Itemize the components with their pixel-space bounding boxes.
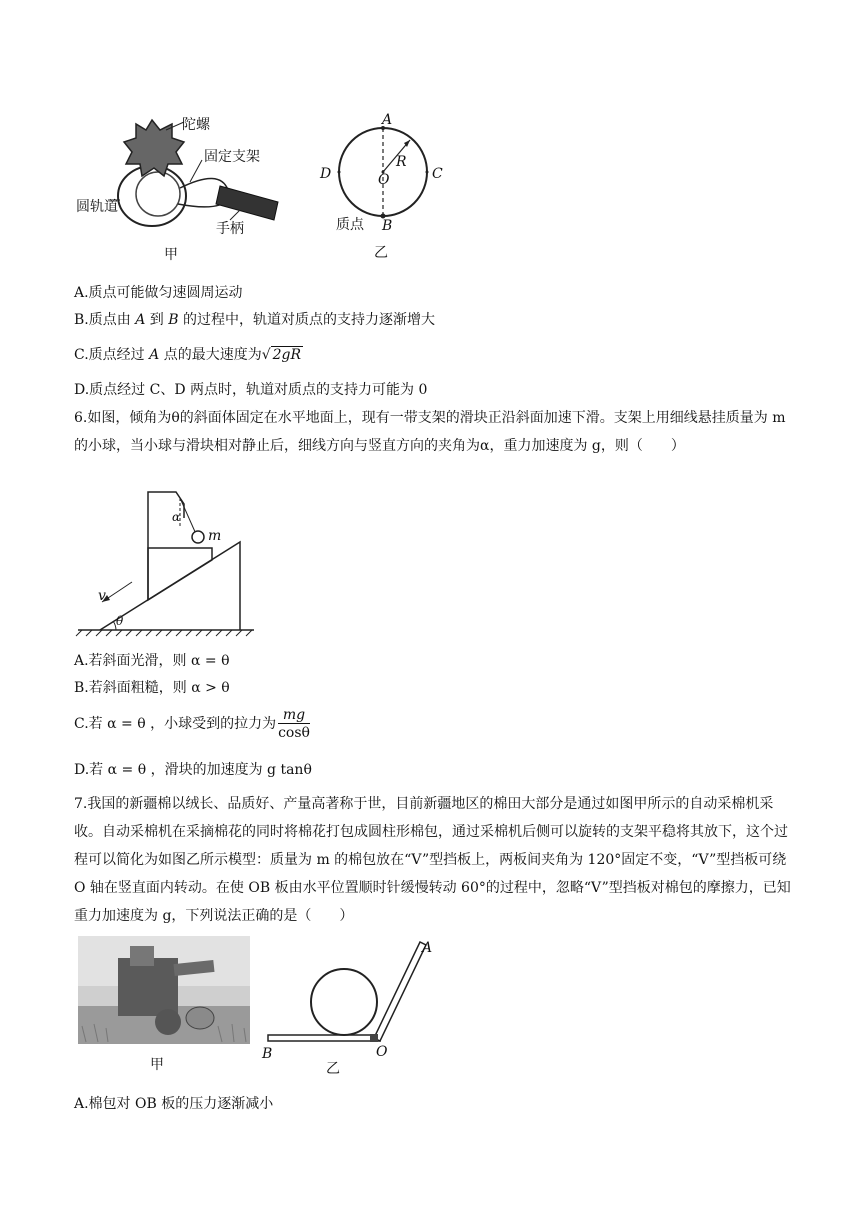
q5-option-b: B.质点由 A 到 B 的过程中，轨道对质点的支持力逐渐增大 [74, 312, 435, 328]
caption-jia-top: 甲 [164, 247, 178, 263]
label-point-B-top: B [382, 218, 393, 234]
q5-option-d: D.质点经过 C、D 两点时，轨道对质点的支持力可能为 0 [74, 382, 428, 398]
label-particle: 质点 [336, 217, 364, 233]
q6-option-d: D.若 α = θ ，滑块的加速度为 g tanθ [74, 762, 312, 778]
label-plate-B: B [262, 1046, 273, 1062]
label-plate-A: A [422, 940, 433, 956]
label-axis-O: O [376, 1044, 388, 1060]
caption-yi-top: 乙 [374, 245, 388, 261]
label-track: 圆轨道 [76, 199, 118, 215]
q7-option-a: A.棉包对 OB 板的压力逐渐减小 [74, 1096, 274, 1112]
caption-yi-q7: 乙 [326, 1061, 340, 1077]
q5-option-a: A.质点可能做匀速圆周运动 [74, 285, 243, 301]
label-theta: θ [116, 614, 124, 628]
q7-stem: 7.我国的新疆棉以绒长、品质好、产量高著称于世，目前新疆地区的棉田大部分是通过如图甲所示的自动采棉机采收。自动采棉机在采摘棉花的同时将棉花打包成圆柱形棉包，通过采棉机后侧可以旋转的支架平稳将其放下，这个过程可以简化为如图乙所示模型：质量为 m 的棉包放在“V”型挡板上，两板间夹角为 120°固定不变，“V”型挡板可绕 O 轴在竖直面内转动。在使 OB 板由水平位置顺时针缓慢转动 60°的过程中，忽略“V”型挡板对棉包的摩擦力，已知重力加速度为 g，下列说法正确的是（ ） [74, 796, 791, 924]
label-handle: 手柄 [216, 221, 244, 237]
q6-option-c: C.若 α = θ ，小球受到的拉力为 $\frac{mg}{\cos\theta}$ [74, 706, 310, 741]
q6-option-a: A.若斜面光滑，则 α = θ [74, 653, 230, 669]
q6-stem: 6.如图，倾角为θ的斜面体固定在水平地面上，现有一带支架的滑块正沿斜面加速下滑。支架上用细线悬挂质量为 m 的小球，当小球与滑块相对静止后，细线方向与竖直方向的夹角为α，重力加速度为 g，则（ ） [74, 410, 786, 454]
label-point-R: R [396, 154, 407, 170]
label-bracket: 固定支架 [204, 149, 260, 165]
figure-incline-slider [72, 490, 262, 640]
label-point-A-top: A [382, 112, 393, 128]
label-point-C: C [432, 166, 443, 182]
photo-cotton-picker [78, 936, 250, 1044]
label-point-O-top: O [378, 172, 390, 188]
label-velocity-v: v [98, 588, 106, 604]
caption-jia-q7: 甲 [150, 1057, 164, 1073]
figure-v-plates [262, 940, 442, 1050]
label-mass-m: m [208, 528, 222, 544]
q5-option-c: C.质点经过 A 点的最大速度为√ 2gR [74, 347, 302, 363]
label-point-D: D [320, 166, 332, 182]
q6-option-b: B.若斜面粗糙，则 α > θ [74, 680, 230, 696]
label-alpha: α [172, 510, 181, 524]
label-gyro: 陀螺 [182, 117, 210, 133]
